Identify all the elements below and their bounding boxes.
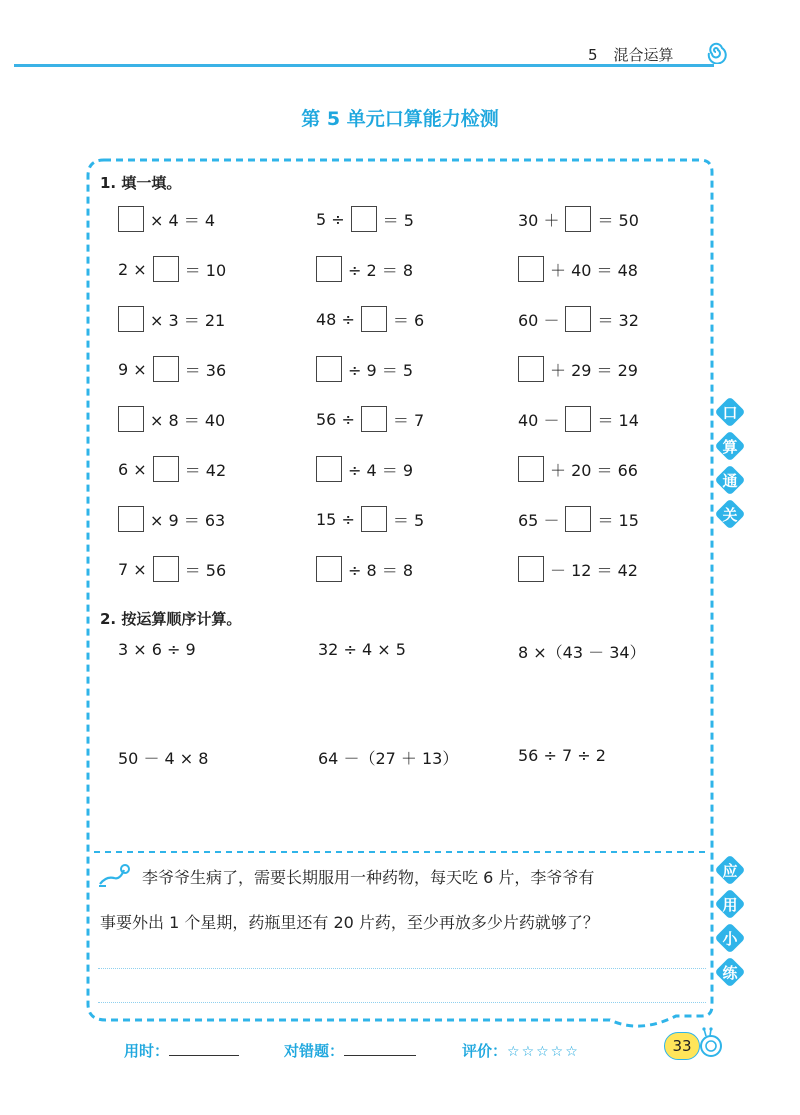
side-tag-8: 练 — [716, 958, 746, 988]
equation-prefix: 60 － — [518, 310, 560, 330]
answer-box[interactable] — [518, 356, 544, 382]
answer-box[interactable] — [153, 556, 179, 582]
equation-suffix: ÷ 8 ＝ 8 — [348, 560, 414, 580]
equation-2 — [316, 206, 414, 232]
equation-11 — [316, 356, 413, 382]
equation-prefix: 15 ÷ — [316, 509, 355, 529]
equation-14 — [316, 406, 424, 432]
equation-prefix: 6 × — [118, 459, 147, 479]
equation-17 — [316, 456, 413, 482]
answer-box[interactable] — [361, 406, 387, 432]
equation-8 — [316, 306, 424, 332]
equation-19 — [118, 506, 225, 532]
equation-suffix: ＋ 20 ＝ 66 — [550, 460, 638, 480]
equation-prefix: 40 － — [518, 410, 560, 430]
chapter-number: 5 — [588, 46, 598, 64]
equation-3 — [518, 206, 639, 232]
equation-suffix: ＝ 50 — [597, 210, 639, 230]
answer-box[interactable] — [565, 406, 591, 432]
pencil-icon — [96, 862, 132, 890]
equation-12 — [518, 356, 638, 382]
chapter-title: 混合运算 — [613, 46, 674, 64]
answer-box[interactable] — [565, 306, 591, 332]
answer-box[interactable] — [565, 506, 591, 532]
rating-stars[interactable]: ☆☆☆☆☆ — [507, 1044, 580, 1060]
equation-suffix: × 3 ＝ 21 — [150, 310, 226, 330]
footer-errors — [284, 1040, 416, 1061]
rating-label: 评价： — [462, 1042, 508, 1060]
answer-box[interactable] — [118, 406, 144, 432]
equation-10 — [118, 356, 226, 382]
equation-prefix: 56 ÷ — [316, 409, 355, 429]
equation-prefix: 5 ÷ — [316, 209, 345, 229]
section2-heading: 2. 按运算顺序计算。 — [100, 610, 242, 628]
equation-prefix: 65 － — [518, 510, 560, 530]
equation-suffix: ＝ 5 — [392, 510, 425, 530]
equation-24 — [518, 556, 638, 582]
calc-problem-4: 50 － 4 × 8 — [118, 749, 209, 768]
answer-box[interactable] — [518, 556, 544, 582]
equation-suffix: × 4 ＝ 4 — [150, 210, 216, 230]
equation-suffix: ＋ 40 ＝ 48 — [550, 260, 638, 280]
calc-problem-2: 32 ÷ 4 × 5 — [318, 640, 406, 659]
page-title: 第 5 单元口算能力检测 — [301, 108, 499, 130]
equation-suffix: ＝ 56 — [184, 560, 227, 580]
section1-heading: 1. 填一填。 — [100, 174, 182, 192]
answer-box[interactable] — [316, 256, 342, 282]
equation-suffix: ＝ 32 — [597, 310, 639, 330]
equation-suffix: ＋ 29 ＝ 29 — [550, 360, 638, 380]
answer-box[interactable] — [153, 356, 179, 382]
calc-problem-6: 56 ÷ 7 ÷ 2 — [518, 746, 606, 765]
equation-23 — [316, 556, 413, 582]
equation-prefix: 2 × — [118, 259, 147, 279]
side-tag-7: 小 — [716, 924, 746, 954]
answer-box[interactable] — [565, 206, 591, 232]
equation-15 — [518, 406, 639, 432]
equation-suffix: × 9 ＝ 63 — [150, 510, 226, 530]
errors-blank[interactable] — [344, 1041, 416, 1056]
calc-problem-3: 8 ×（43 － 34） — [518, 643, 646, 662]
calc-problem-1: 3 × 6 ÷ 9 — [118, 640, 196, 659]
answer-box[interactable] — [316, 356, 342, 382]
equation-20 — [316, 506, 424, 532]
equation-suffix: ÷ 4 ＝ 9 — [348, 460, 414, 480]
equation-suffix: ＝ 14 — [597, 410, 639, 430]
equation-21 — [518, 506, 639, 532]
answer-box[interactable] — [351, 206, 377, 232]
equation-suffix: ＝ 7 — [392, 410, 425, 430]
answer-box[interactable] — [153, 456, 179, 482]
page-number: 33 — [664, 1032, 700, 1060]
equation-prefix: 7 × — [118, 559, 147, 579]
application-text-line1: 李爷爷生病了，需要长期服用一种药物，每天吃 6 片，李爷爷有 — [142, 868, 595, 887]
answer-box[interactable] — [361, 506, 387, 532]
side-tag-2: 算 — [716, 432, 746, 462]
side-tag-1: 口 — [716, 398, 746, 428]
answer-box[interactable] — [518, 456, 544, 482]
equation-suffix: ＝ 5 — [382, 210, 414, 230]
time-blank[interactable] — [169, 1041, 239, 1056]
equation-22 — [118, 556, 226, 582]
equation-prefix: 30 ＋ — [518, 210, 560, 230]
equation-9 — [518, 306, 639, 332]
answer-box[interactable] — [153, 256, 179, 282]
time-label: 用时： — [124, 1042, 170, 1060]
answer-line-1 — [98, 968, 706, 969]
equation-suffix: － 12 ＝ 42 — [550, 560, 638, 580]
answer-box[interactable] — [361, 306, 387, 332]
errors-label: 对错题： — [284, 1042, 345, 1060]
side-tag-5: 应 — [716, 856, 746, 886]
equation-16 — [118, 456, 226, 482]
equation-suffix: ＝ 10 — [184, 260, 227, 280]
equation-6 — [518, 256, 638, 282]
side-tag-4: 关 — [716, 500, 746, 530]
answer-box[interactable] — [118, 206, 144, 232]
equation-1 — [118, 206, 215, 232]
equation-prefix: 48 ÷ — [316, 309, 355, 329]
equation-4 — [118, 256, 226, 282]
equation-suffix: ÷ 2 ＝ 8 — [348, 260, 414, 280]
snail-icon — [696, 1026, 726, 1060]
application-text-line2: 事要外出 1 个星期，药瓶里还有 20 片药，至少再放多少片药就够了？ — [100, 913, 599, 932]
equation-prefix: 9 × — [118, 359, 147, 379]
calc-problem-5: 64 －（27 ＋ 13） — [318, 749, 459, 768]
answer-box[interactable] — [518, 256, 544, 282]
footer-time — [124, 1040, 239, 1061]
answer-box[interactable] — [118, 506, 144, 532]
equation-5 — [316, 256, 413, 282]
equation-7 — [118, 306, 225, 332]
equation-suffix: × 8 ＝ 40 — [150, 410, 226, 430]
equation-suffix: ＝ 42 — [184, 460, 227, 480]
answer-box[interactable] — [316, 556, 342, 582]
side-tag-3: 通 — [716, 466, 746, 496]
equation-suffix: ＝ 15 — [597, 510, 639, 530]
equation-suffix: ＝ 36 — [184, 360, 227, 380]
equation-suffix: ＝ 6 — [392, 310, 425, 330]
answer-line-2 — [98, 1002, 706, 1003]
footer-rating — [462, 1040, 580, 1061]
answer-box[interactable] — [316, 456, 342, 482]
equation-18 — [518, 456, 638, 482]
answer-box[interactable] — [118, 306, 144, 332]
equation-suffix: ÷ 9 ＝ 5 — [348, 360, 414, 380]
equation-13 — [118, 406, 225, 432]
side-tag-6: 用 — [716, 890, 746, 920]
